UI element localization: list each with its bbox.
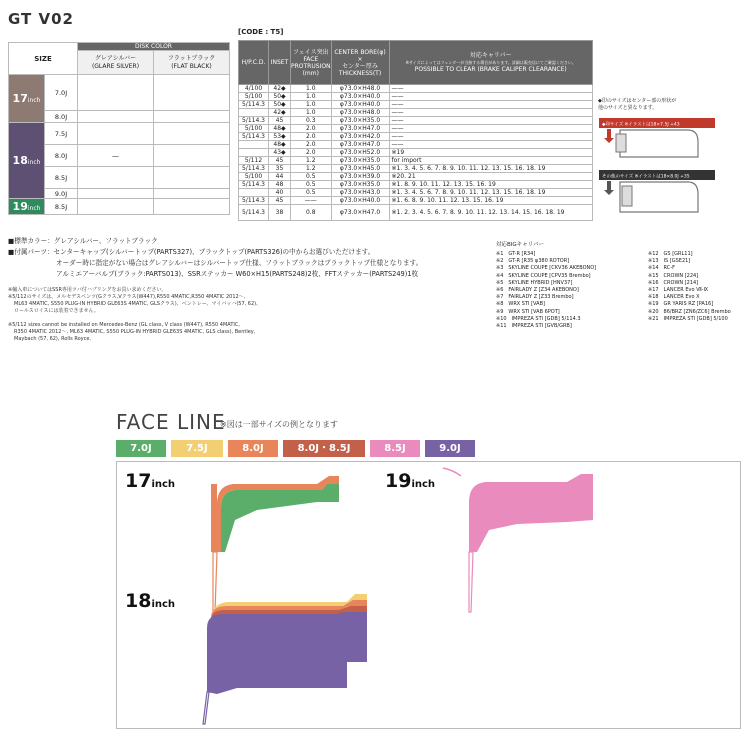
width-cell: 8.0J <box>45 145 78 167</box>
swatch: 9.0J <box>425 440 475 457</box>
color-cell <box>154 123 230 145</box>
caliper-item: ※20 86/BRZ [ZN6/ZC6] Brembo <box>648 308 731 315</box>
face-8-5j-19 <box>469 474 593 552</box>
swatch: 7.5J <box>171 440 223 457</box>
note-parts: ■付属パーツ：センターキャップ(シルバートップ(PARTS327)、ブラックトップ(PARTS326)の中からお選びいただけます。 <box>8 248 375 256</box>
caliper-cell: ※1. 3. 4. 5. 6. 7. 8. 9. 10. 11. 12. 13. 15. 16. 18. 19 <box>389 189 592 197</box>
diagram-note: ◆印のサイズはセンター部の形状が 他のサイズと異なります。 <box>598 98 677 111</box>
hpcd-header: H/P.C.D. <box>239 41 269 85</box>
inset-cell: 50◆ <box>269 101 291 109</box>
color-cell <box>78 111 154 123</box>
face-line-title: FACE LINE <box>116 410 226 434</box>
inset-cell: 53◆ <box>269 133 291 141</box>
hpcd-cell: 5/112 <box>239 157 269 165</box>
color-cell <box>154 111 230 123</box>
caliper-cell: —— <box>389 101 592 109</box>
face-cell: 0.5 <box>291 189 332 197</box>
swatch: 7.0J <box>116 440 166 457</box>
spec-table <box>238 40 593 221</box>
disk-color-header: DISK COLOR <box>78 43 230 51</box>
caliper-item: ※9 WRX STI [VAB 6POT] <box>496 308 560 315</box>
caliper-item: ※10 IMPREZA STI [GDB] 5/114.3 <box>496 315 581 322</box>
width-cell: 8.0J <box>45 111 78 123</box>
size-cell: 17inch <box>9 75 45 123</box>
spec-row <box>239 85 593 93</box>
face-cell: 2.0 <box>291 133 332 141</box>
small-notes <box>8 287 308 343</box>
size-row <box>9 199 230 215</box>
small-note: ※5/112のサイズは、メルセデスベンツ(Gクラス,Vクラス(W447),R550 4MATIC,R350 4MATIC 2012〜, <box>8 294 246 300</box>
face-cell: 1.0 <box>291 85 332 93</box>
caliper-cell: ※1. 3. 4. 5. 6. 7. 8. 9. 10. 11. 12. 13. 15. 16. 18. 19 <box>389 165 592 173</box>
inset-cell: 48◆ <box>269 141 291 149</box>
note-parts-3: アルミエアーバルブ(ブラック:PARTS013)、SSRステッカー W60×H15(PARTS248)2枚、FFTステッカー(PARTS249)1枚 <box>56 270 419 278</box>
caliper-cell: for import <box>389 157 592 165</box>
spec-row <box>239 181 593 189</box>
size-cell: 18inch <box>9 123 45 199</box>
hpcd-cell: 5/100 <box>239 125 269 133</box>
caliper-cell: ※20. 21 <box>389 173 592 181</box>
caliper-item: ※12 GS [GRL11] <box>648 251 693 257</box>
size-row <box>9 75 230 111</box>
inset-cell: 35 <box>269 165 291 173</box>
size-header: SIZE <box>9 43 78 75</box>
label-17-inch: 17inch <box>125 470 176 492</box>
inset-cell: 42◆ <box>269 85 291 93</box>
face-cell: 1.2 <box>291 165 332 173</box>
caliper-list-title: 対応BIGキャリパー <box>496 242 544 248</box>
center-bore-cell: φ73.0×H35.0 <box>331 117 389 125</box>
swatch: 8.0J・8.5J <box>283 440 365 457</box>
hpcd-cell: 5/114.3 <box>239 101 269 109</box>
width-cell: 8.5J <box>45 199 78 215</box>
inset-cell: 38 <box>269 205 291 221</box>
caliper-cell: —— <box>389 125 592 133</box>
flat-black-header: フラットブラック (FLAT BLACK) <box>154 51 230 75</box>
face-cell: 2.0 <box>291 149 332 157</box>
spec-row <box>239 125 593 133</box>
caliper-item: ※3 SKYLINE COUPE [CKV36 AKEBONO] <box>496 265 597 272</box>
face-cell: 2.0 <box>291 125 332 133</box>
label-19-inch: 19inch <box>385 470 436 492</box>
color-cell <box>78 189 154 199</box>
inset-cell: 48 <box>269 181 291 189</box>
caliper-item: ※15 CROWN [224] <box>648 272 699 279</box>
caliper-cell: ※1. 2. 3. 4. 5. 6. 7. 8. 9. 10. 11. 12. 13. 14. 15. 16. 18. 19 <box>389 205 592 221</box>
width-cell: 7.5J <box>45 123 78 145</box>
hpcd-cell: 5/100 <box>239 93 269 101</box>
center-bore-cell: φ73.0×H48.0 <box>331 85 389 93</box>
spec-row <box>239 141 593 149</box>
small-note: Maybach (57, 62), Rolls Royce. <box>14 336 92 342</box>
center-bore-cell: φ73.0×H40.0 <box>331 101 389 109</box>
spec-row <box>239 173 593 181</box>
caliper-item: ※14 RC-F <box>648 265 675 272</box>
caliper-item: ※17 LANCER Evo Ⅶ-Ⅸ <box>648 287 709 294</box>
caliper-cell: —— <box>389 133 592 141</box>
caliper-item: ※13 IS [GSE21] <box>648 258 691 265</box>
center-bore-cell: φ73.0×H47.0 <box>331 125 389 133</box>
color-cell: — <box>78 145 154 167</box>
swatch: 8.5J <box>370 440 420 457</box>
center-bore-cell: φ73.0×H35.0 <box>331 157 389 165</box>
face-line-drawings <box>117 462 740 728</box>
rim-19-inch <box>443 468 593 612</box>
caliper-cell: —— <box>389 85 592 93</box>
spec-row <box>239 109 593 117</box>
color-cell <box>78 167 154 189</box>
note-standard-color: ■標準カラー：グレアシルバー、フラットブラック <box>8 237 158 245</box>
center-bore-cell: φ73.0×H35.0 <box>331 181 389 189</box>
hpcd-cell: 5/114.3 <box>239 181 269 189</box>
hpcd-cell <box>239 109 269 117</box>
glare-silver-header: グレアシルバー (GLARE SILVER) <box>78 51 154 75</box>
inset-cell: 45 <box>269 197 291 205</box>
spec-row <box>239 197 593 205</box>
inset-cell: 40 <box>269 189 291 197</box>
center-bore-cell: φ73.0×H43.0 <box>331 189 389 197</box>
small-note: ※輸入車についてはSSR専用ツバ付ハブリングをお買い求めください。 <box>8 287 167 293</box>
arrow-down-icon <box>604 129 614 143</box>
label-bottom-text: その他のサイズ ※イラストは18×8.0J +35 <box>602 174 690 180</box>
caliper-item: ※19 GR YARIS RZ [PA16] <box>648 301 714 308</box>
color-cell <box>78 199 154 215</box>
center-bore-cell: φ73.0×H45.0 <box>331 165 389 173</box>
width-cell: 7.0J <box>45 75 78 111</box>
spec-row <box>239 149 593 157</box>
inset-cell: 45 <box>269 117 291 125</box>
caliper-item: ※8 WRX STI [VAB] <box>496 301 545 308</box>
code-label: [CODE : T5] <box>238 28 284 36</box>
hpcd-cell <box>239 149 269 157</box>
width-cell: 8.5J <box>45 167 78 189</box>
center-bore-cell: φ73.0×H47.0 <box>331 205 389 221</box>
spec-row <box>239 101 593 109</box>
caliper-item: ※4 SKYLINE COUPE [CPV35 Brembo] <box>496 272 591 279</box>
small-note: ※5/112 sizes cannot be installed on Mercedes-Benz (GL class, V class (W447), R550 4MATIC, <box>8 322 240 328</box>
face-line-panel <box>116 461 741 729</box>
face-7-0j <box>221 484 339 552</box>
caliper-header: 対応キャリパー ※サイズによってはフェンダーが当接する場合があります。詳細は販売店にてご確認ください。 POSSIBLE TO CLEAR (BRAKE CALIPER CLEARANCE) <box>389 41 592 85</box>
color-cell <box>154 199 230 215</box>
center-bore-cell: φ73.0×H40.0 <box>331 197 389 205</box>
face-header: フェイス突出 FACE PROTRUSION (mm) <box>291 41 332 85</box>
color-cell <box>154 75 230 111</box>
caliper-item: ※7 FAIRLADY Z [Z33 Brembo] <box>496 294 574 301</box>
center-bore-cell: φ73.0×H42.0 <box>331 133 389 141</box>
inset-cell: 45 <box>269 157 291 165</box>
center-bore-cell: φ73.0×H47.0 <box>331 141 389 149</box>
center-bore-cell: φ73.0×H52.0 <box>331 149 389 157</box>
inset-cell: 44 <box>269 173 291 181</box>
inset-cell: 50◆ <box>269 93 291 101</box>
label-top-text: ◆印サイズ ※イラストは18×7.5J +43 <box>602 122 680 128</box>
color-cell <box>154 167 230 189</box>
face-cell: 0.5 <box>291 173 332 181</box>
note-parts-2: オーダー時に指定がない場合はグレアシルバーはシルバートップ仕様、フラットブラックはブラックトップ仕様となります。 <box>56 259 423 267</box>
size-cell: 19inch <box>9 199 45 215</box>
notes <box>8 236 488 280</box>
face-cell: 1.0 <box>291 93 332 101</box>
caliper-item: ※5 SKYLINE HYBRID [HNV37] <box>496 279 573 286</box>
swatch: 8.0J <box>228 440 278 457</box>
spec-row <box>239 157 593 165</box>
size-row <box>9 123 230 145</box>
face-cell: 2.0 <box>291 141 332 149</box>
rim-17-inch <box>211 476 339 612</box>
width-cell: 9.0J <box>45 189 78 199</box>
caliper-item: ※18 LANCER Evo X <box>648 294 700 301</box>
face-cell: 0.8 <box>291 205 332 221</box>
spec-row <box>239 93 593 101</box>
hpcd-cell: 5/114.3 <box>239 117 269 125</box>
face-cell: 0.3 <box>291 117 332 125</box>
spec-row <box>239 117 593 125</box>
hpcd-cell: 5/114.3 <box>239 205 269 221</box>
face-9-0j <box>207 612 367 694</box>
spec-row <box>239 189 593 197</box>
color-cell <box>78 123 154 145</box>
caliper-item: ※1 GT-R [R34] <box>496 251 536 257</box>
inset-cell: 43◆ <box>269 149 291 157</box>
center-bore-header: CENTER BORE(φ) × センター厚み THICKNESS(T) <box>331 41 389 85</box>
caliper-cell: ※1. 6. 8. 9. 10. 11. 12. 13. 15. 16. 19 <box>389 197 592 205</box>
small-note: R350 4MATIC 2012〜, ML63 4MATIC, S550 PLUG-IN HYBRID GLE63S 4MATIC, GLS class), Bentley, <box>14 329 256 335</box>
rim-18-inch <box>203 594 367 724</box>
caliper-item: ※16 CROWN [214] <box>648 279 699 286</box>
arrow-down-icon <box>604 181 614 195</box>
color-cell <box>154 145 230 167</box>
color-cell <box>154 189 230 199</box>
caliper-item: ※11 IMPREZA STI [GVB/GRB] <box>496 323 572 330</box>
hpcd-cell <box>239 189 269 197</box>
center-bore-cell: φ73.0×H48.0 <box>331 109 389 117</box>
hpcd-cell <box>239 141 269 149</box>
page-title: GT V02 <box>8 10 74 28</box>
inset-header: INSET <box>269 41 291 85</box>
center-bore-cell: φ73.0×H40.0 <box>331 93 389 101</box>
hpcd-cell: 5/114.3 <box>239 133 269 141</box>
hpcd-cell: 4/100 <box>239 85 269 93</box>
size-color-table <box>8 42 230 228</box>
inset-cell: 42◆ <box>269 109 291 117</box>
spec-row <box>239 133 593 141</box>
hpcd-cell: 5/100 <box>239 173 269 181</box>
face-cell: 1.0 <box>291 109 332 117</box>
small-note: ML63 4MATIC, S550 PLUG-IN HYBRID GLE63S 4MATIC, GLSクラス)、ベントレー、マイバッハ(57, 62)、 <box>14 301 262 307</box>
color-cell <box>78 75 154 111</box>
face-cell: 0.5 <box>291 181 332 189</box>
caliper-cell: —— <box>389 93 592 101</box>
label-18-inch: 18inch <box>125 590 176 612</box>
hpcd-cell: 5/114.3 <box>239 197 269 205</box>
caliper-clearance-diagram <box>598 112 716 220</box>
caliper-cell: —— <box>389 109 592 117</box>
inset-cell: 48◆ <box>269 125 291 133</box>
face-cell: 1.0 <box>291 101 332 109</box>
small-note: ロールスロイスには装着できません。 <box>14 308 99 314</box>
caliper-cell: ※19 <box>389 149 592 157</box>
caliper-cell: —— <box>389 117 592 125</box>
center-bore-cell: φ73.0×H39.0 <box>331 173 389 181</box>
caliper-cell: ※1. 8. 9. 10. 11. 12. 13. 15. 16. 19 <box>389 181 592 189</box>
spec-row <box>239 165 593 173</box>
face-line-note: ※図は一部サイズの例となります <box>220 420 339 429</box>
caliper-item: ※21 IMPREZA STI [GDB] 5/100 <box>648 315 728 322</box>
hpcd-cell: 5/114.3 <box>239 165 269 173</box>
face-cell: 1.2 <box>291 157 332 165</box>
spec-row <box>239 205 593 221</box>
caliper-item: ※2 GT-R [R35 φ380 ROTOR] <box>496 258 570 265</box>
caliper-cell: —— <box>389 141 592 149</box>
face-cell: —— <box>291 197 332 205</box>
caliper-item: ※6 FAIRLADY Z [Z34 AKEBONO] <box>496 287 579 294</box>
